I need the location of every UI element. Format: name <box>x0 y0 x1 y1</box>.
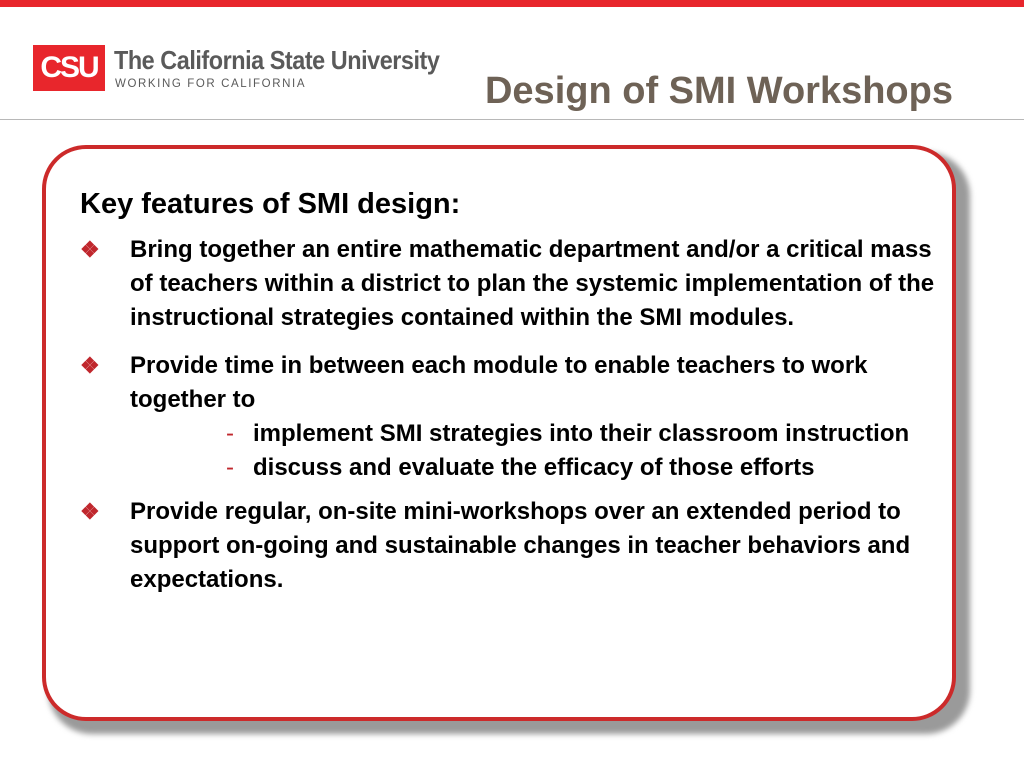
bullet-item <box>80 233 940 335</box>
slide-content <box>80 188 940 611</box>
slide-title: Design of SMI Workshops <box>484 70 953 112</box>
bullet-item <box>80 349 940 417</box>
diamond-bullet-icon: ❖ <box>80 353 100 378</box>
sub-bullet-item <box>80 417 940 451</box>
sub-bullet-text: discuss and evaluate the efficacy of those efforts <box>253 454 815 481</box>
top-accent-bar <box>0 0 1024 7</box>
university-name: The California State University <box>114 45 440 75</box>
diamond-bullet-icon: ❖ <box>80 237 100 262</box>
csu-logo-mark: CSU <box>33 45 105 91</box>
bullet-text: Provide time in between each module to enable teachers to work together to <box>130 352 868 413</box>
header-divider <box>0 119 1024 120</box>
csu-logo <box>33 38 453 94</box>
sub-bullet-list <box>80 417 940 485</box>
bullet-item <box>80 495 940 597</box>
sub-bullet-text: implement SMI strategies into their classroom instruction <box>253 420 910 447</box>
sub-bullet-item <box>80 451 940 485</box>
bullet-text: Bring together an entire mathematic department and/or a critical mass of teachers within a district to plan the systemic implementation of the instructional strategies contained within the SMI modules. <box>130 236 935 331</box>
university-tagline: WORKING FOR CALIFORNIA <box>115 78 307 90</box>
dash-bullet-icon: - <box>226 420 234 447</box>
diamond-bullet-icon: ❖ <box>80 499 100 524</box>
section-heading: Key features of SMI design: <box>80 188 461 220</box>
bullet-text: Provide regular, on-site mini-workshops over an extended period to support on-going and sustainable changes in teacher behaviors and expectations. <box>130 498 911 593</box>
dash-bullet-icon: - <box>226 454 234 481</box>
